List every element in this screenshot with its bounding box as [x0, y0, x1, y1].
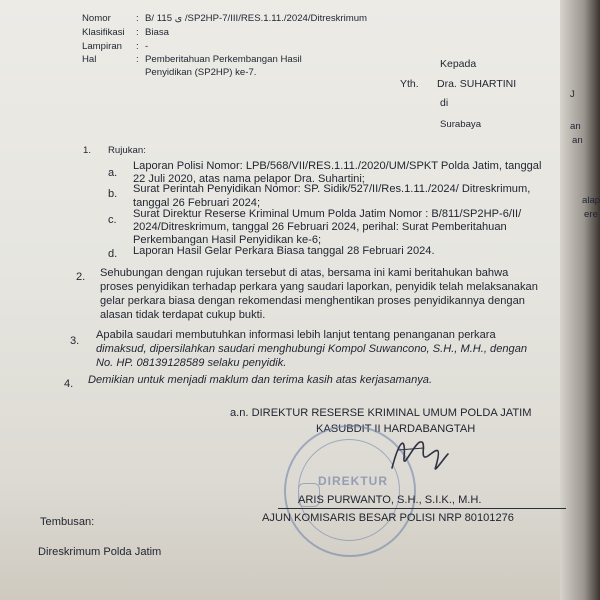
- klasifikasi-colon: :: [136, 27, 139, 38]
- hal-label: Hal: [82, 54, 97, 65]
- item-a-line-2: 22 Juli 2020, atas nama pelapor Dra. Suhartini;: [133, 173, 365, 185]
- cc-item-1: Direskrimum Polda Jatim: [38, 546, 162, 558]
- stamp-text: DIREKTUR: [318, 474, 388, 488]
- item-c-line-2: 2024/Ditreskrimum, tanggal 26 Februari 2024, perihal: Surat Pemberitahuan: [133, 221, 507, 233]
- margin-fragment-3: an: [572, 135, 583, 146]
- signature-title-line-1: a.n. DIREKTUR RESERSE KRIMINAL UMUM POLDA JATIM: [230, 407, 532, 419]
- point-2-line-2: proses penyidikan terhadap perkara yang saudari laporkan, penyidik telah melaksanakan: [100, 281, 538, 293]
- item-c-line-3: Perkembangan Hasil Penyidikan ke-6;: [133, 234, 322, 246]
- signature-title-line-2: KASUBDIT II HARDABANGTAH: [316, 423, 476, 435]
- nomor-colon: :: [136, 13, 139, 24]
- item-c-letter: c.: [108, 214, 117, 226]
- point-3-number: 3.: [70, 335, 80, 347]
- item-d-letter: d.: [108, 248, 118, 260]
- point-3-line-1: Apabila saudari membutuhkan informasi lebih lanjut tentang penanganan perkara: [96, 329, 496, 341]
- klasifikasi-label: Klasifikasi: [82, 27, 125, 38]
- point-4-line-1: Demikian untuk menjadi maklum dan terima kasih atas kerjasamanya.: [88, 374, 433, 386]
- item-b-line-1: Surat Perintah Penyidikan Nomor: SP. Sidik/527/II/Res.1.11./2024/ Ditreskrimum,: [133, 183, 531, 195]
- item-a-letter: a.: [108, 167, 118, 179]
- nomor-label: Nomor: [82, 13, 111, 24]
- hal-value-line-2: Penyidikan (SP2HP) ke-7.: [145, 67, 257, 78]
- point-3-line-2: dimaksud, dipersilahkan saudari menghubungi Kompol Suwancono, S.H., M.H., dengan: [96, 343, 528, 355]
- point-2-number: 2.: [76, 271, 86, 283]
- item-d-line-1: Laporan Hasil Gelar Perkara Biasa tanggal 28 Februari 2024.: [133, 245, 435, 257]
- signatory-name: ARIS PURWANTO, S.H., S.I.K., M.H.: [298, 494, 482, 506]
- point-2-line-4: alasan tidak terdapat cukup bukti.: [100, 309, 266, 321]
- handwritten-signature-icon: [384, 428, 454, 480]
- hal-colon: :: [136, 54, 139, 65]
- hal-value-line-1: Pemberitahuan Perkembangan Hasil: [145, 54, 302, 65]
- margin-fragment-4: alap: [582, 195, 600, 206]
- point-1-number: 1.: [83, 145, 92, 156]
- item-c-line-1: Surat Direktur Reserse Kriminal Umum Polda Jatim Nomor : B/811/SP2HP-6/II/: [133, 208, 522, 220]
- tembusan-label: Tembusan:: [40, 516, 95, 528]
- klasifikasi-value: Biasa: [145, 27, 169, 38]
- yth-label: Yth.: [400, 78, 419, 90]
- signature-divider: [278, 508, 566, 509]
- item-a-line-1: Laporan Polisi Nomor: LPB/568/VII/RES.1.11./2020/UM/SPKT Polda Jatim, tanggal: [133, 160, 542, 172]
- recipient-di: di: [440, 97, 449, 109]
- recipient-city: Surabaya: [440, 119, 482, 130]
- point-4-number: 4.: [64, 378, 74, 390]
- margin-fragment-2: an: [570, 121, 581, 132]
- item-b-letter: b.: [108, 188, 118, 200]
- lampiran-colon: :: [136, 41, 139, 52]
- nomor-value: B/ 115 ى /SP2HP-7/III/RES.1.11./2024/Ditreskrimum: [145, 13, 368, 24]
- point-1-label: Rujukan:: [108, 145, 146, 156]
- margin-fragment-5: ere: [584, 209, 598, 220]
- lampiran-label: Lampiran: [82, 41, 122, 52]
- point-2-line-1: Sehubungan dengan rujukan tersebut di atas, bersama ini kami beritahukan bahwa: [100, 267, 509, 279]
- point-3-line-3: No. HP. 08139128589 selaku penyidik.: [96, 357, 287, 369]
- margin-fragment-1: J: [570, 89, 575, 100]
- signatory-rank: AJUN KOMISARIS BESAR POLISI NRP 80101276: [262, 512, 514, 524]
- item-b-line-2: tanggal 26 Februari 2024;: [133, 197, 261, 209]
- page-fold-shadow: [560, 0, 600, 600]
- point-2-line-3: gelar perkara biasa dengan rekomendasi menghentikan proses penyidikannya dengan: [100, 295, 525, 307]
- lampiran-value: -: [145, 41, 149, 52]
- recipient-name: Dra. SUHARTINI: [437, 78, 517, 90]
- kepada-label: Kepada: [440, 58, 477, 70]
